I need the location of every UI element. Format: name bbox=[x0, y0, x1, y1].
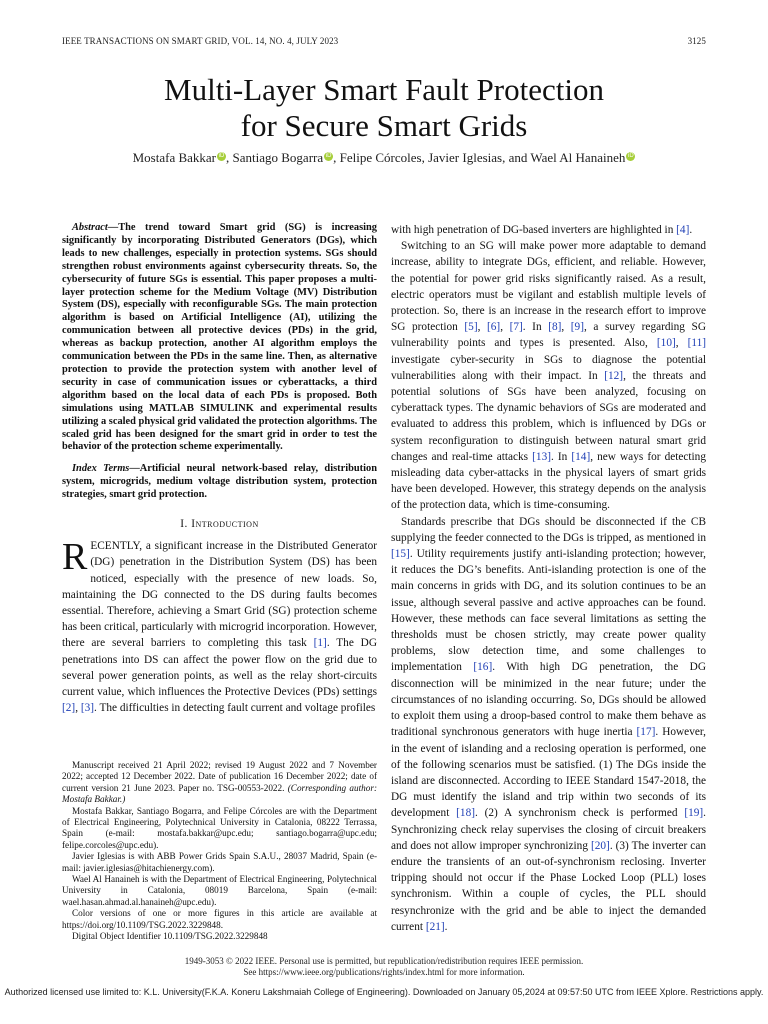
paragraph-text: . Synchronizing check relay supervises the closing of circuit breakers and does not allow improper synchronizing bbox=[391, 807, 706, 852]
section-number: I. bbox=[180, 518, 192, 531]
running-header-journal: IEEE TRANSACTIONS ON SMART GRID, VOL. 14, NO. 4, JULY 2023 bbox=[62, 36, 339, 46]
corresponding-author: (Corresponding author: Mostafa Bakkar.) bbox=[62, 782, 377, 805]
copyright-line-2: See https://www.ieee.org/publications/rights/index.html for more information. bbox=[243, 967, 525, 977]
citation-link[interactable]: [12] bbox=[604, 369, 624, 382]
citation-link[interactable]: [13] bbox=[532, 450, 551, 463]
footnote-affiliation-2: Javier Iglesias is with ABB Power Grids Spain S.A.U., 28037 Madrid, Spain (e-mail: javier.iglesias@hitachienergy.com). bbox=[62, 851, 377, 873]
author-list bbox=[0, 150, 768, 166]
author-bogarra: , Santiago Bogarra bbox=[226, 150, 324, 165]
citation-link[interactable]: [2] bbox=[62, 702, 76, 715]
title-line-1: Multi-Layer Smart Fault Protection bbox=[164, 72, 604, 107]
citation-link[interactable]: [17] bbox=[636, 726, 656, 739]
citation-link[interactable]: [4] bbox=[676, 224, 690, 236]
orcid-icon[interactable]: iD bbox=[218, 152, 225, 159]
abstract bbox=[62, 222, 377, 454]
orcid-icon[interactable]: iD bbox=[325, 152, 332, 159]
citation-link[interactable]: [10] bbox=[656, 337, 676, 350]
paragraph-text: . (2) A synchronism check is performed bbox=[475, 807, 685, 820]
citation-link[interactable]: [6] bbox=[487, 321, 501, 334]
paragraph-text: . However, in the event of islanding and a reclosing operation is performed, one of the following scenarios must be satisfied. (1) The DGs inside the island are disconnected. According to IEEE Standard 1547-2018, the DG must identify the island and trip within two seconds of its development bbox=[391, 726, 706, 820]
citation-link[interactable]: [3] bbox=[80, 702, 95, 715]
citation-link[interactable]: [18] bbox=[456, 807, 475, 820]
author-bakkar: Mostafa Bakkar bbox=[132, 150, 217, 165]
paragraph-text: . Utility requirements justify anti-islanding protection; however, it reduces the DG’s benefits. Anti-islanding protection is one of the main concerns in grids with DG, and its solution continues to be an issue, although several passive and active approaches can be found. However, these methods can face several limitations as setting the thresholds must be chosen strictly, may create power quality problems, slow detection time, and some challenges to implementation bbox=[391, 548, 706, 674]
citation-link[interactable]: [1] bbox=[313, 637, 327, 650]
paragraph-text: , new ways for detecting misleading data cyber-attacks in the physical layers of smart grids have been developed. However, this strategy depends on the analysis of the protection data, which is time-consuming. bbox=[391, 450, 706, 512]
intro-paragraph-1-cont: with high penetration of DG-based inverters are highlighted in [4]. bbox=[391, 224, 693, 236]
paper-title bbox=[0, 72, 768, 144]
citation-link[interactable]: [8] bbox=[548, 321, 562, 334]
citation-link[interactable]: [15] bbox=[391, 548, 410, 561]
paragraph-text: . The difficulties in detecting fault current and voltage profiles bbox=[94, 702, 376, 715]
right-column bbox=[391, 222, 706, 935]
citation-link[interactable]: [21] bbox=[425, 920, 445, 933]
paragraph-text: . (3) The inverter can endure the transients of an out-of-synchronism reclosing. Inverter tripping should not occur if the Phase Locked Loop (PLL) loses synchronism. Within a couple of cycles, the PLL should resynchronize with the grid and be able to inject the demanded current bbox=[391, 839, 706, 933]
section-title: Introduction bbox=[191, 518, 259, 531]
citation-link[interactable]: [9] bbox=[570, 321, 584, 334]
footnote-affiliation-1: Mostafa Bakkar, Santiago Bogarra, and Felipe Córcoles are with the Department of Electrical Engineering, Polytechnical University in Catalonia, 08222 Terrassa, Spain (e-mail: mostafa.bakkar@upc.edu; santiago.bogarra@upc.edu; felipe.corcoles@upc.edu). bbox=[62, 805, 377, 850]
paragraph-text: . The DG penetrations into DS can affect the power flow on the grid due to several power generation points, as well as the relay short-circuits current value, which influences the Protective Devices (PDs) settings bbox=[62, 637, 377, 699]
paragraph-text: investigate cyber-security in SGs to diagnose the potential vulnerabilities along with their impact. In bbox=[391, 353, 706, 382]
paragraph-text: . In bbox=[522, 321, 549, 334]
citation-link[interactable]: [14] bbox=[571, 450, 591, 463]
copyright-line-1: 1949-3053 © 2022 IEEE. Personal use is permitted, but republication/redistribution requires IEEE permission. bbox=[184, 956, 584, 966]
footnote-color-note: Color versions of one or more figures in this article are available at https://doi.org/10.1109/TSG.2022.3229848. bbox=[62, 908, 377, 930]
footnote-doi: Digital Object Identifier 10.1109/TSG.2022.3229848 bbox=[72, 931, 268, 942]
citation-link[interactable]: [7] bbox=[509, 321, 523, 334]
left-column bbox=[62, 222, 377, 716]
page-number: 3125 bbox=[687, 36, 706, 46]
paragraph-text: Switching to an SG will make power more adaptable to demand increase, ability to integrate DGs, efficient, and reliable. However, the potential for power grid risks significantly raised. As a result, electric operators must be vigilant and establish multiple levels of protection. So, there is an increase in the research effort to improve SG protection bbox=[391, 240, 706, 334]
paragraph-text: with high penetration of DG-based inverters are highlighted in bbox=[391, 224, 677, 236]
intro-paragraph-3: Standards prescribe that DGs should be disconnected if the CB supplying the feeder connected to the DGs is tripped, as mentioned in [15]. Utility requirements justify anti-islanding protection; however, it reduces the DG’s benefits. Anti-islanding protection is one of the main concerns in grids with DG, and its solution continues to be an issue, although several passive and active approaches can be found. However, these methods can face several limitations as setting the thresholds must be chosen strictly, may create power quality problems, slow detection time, and some challenges to implementation [16]. With high DG penetration, the DG disconnection will be minimized in the near future; under the circumstances of no islanding occurring. So, DGs should be allowed to exploit them using a droop-based control to make them behave as traditional synchronous generators with huge inertia [17]. However, in the event of islanding and a reclosing operation is performed, one of the following scenarios must be satisfied. (1) The DGs inside the island are disconnected. According to IEEE Standard 1547-2018, the DG must identify the island and trip within two seconds of its development [18]. (2) A synchronism check is performed [19]. Synchronizing check relay supervises the closing of circuit breakers and does not allow improper synchronizing [20]. (3) The inverter can endure the transients of an out-of-synchronism reclosing. Inverter tripping should not occur if the Phase Locked Loop (PLL) loses synchronism. Within a couple of cycles, the PLL should resynchronize with the grid and be able to inject the demanded current [21]. bbox=[391, 515, 707, 933]
footnote-block bbox=[62, 760, 377, 943]
footnote-text: Manuscript received 21 April 2022; revised 19 August 2022 and 7 November 2022; accepted 12 December 2022. Date of publication 16 December 2022; date of current version 21 June 2023. Paper no. TSG-00553-2022. bbox=[62, 760, 377, 793]
footnote-affiliation-3: Wael Al Hanaineh is with the Department of Electrical Engineering, Polytechnical University in Catalonia, 08019 Barcelona, Spain (e-mail: wael.hasan.ahmad.al.hanaineh@upc.edu). bbox=[62, 874, 377, 907]
paragraph-text: , the threats and potential solutions of SGs have been analyzed, focusing on cyberattack types. The dynamic behaviors of SGs are moderated and evaluated to address this problem, which is influenced by DGs or system reconfiguration to distinguish between natural smart grid changes and real-time attacks bbox=[391, 369, 706, 463]
section-heading-introduction bbox=[62, 516, 377, 532]
abstract-text: —The trend toward Smart grid (SG) is increasing significantly by incorporating Distributed Generators (DGs), which leads to new challenges, especially in protection systems. SGs should strengthen robust environments against cybersecurity threats. So, the cybersecurity of future SGs is essential. This paper proposes a multi-layer protection scheme for the Medium Voltage (MV) Distribution System (DS), especially with reconfigurable SGs. The main protection algorithm is based on Artificial Intelligence (AI), utilizing the communication between all protective devices (PDs) in the grid, whereas as backup protection, another AI algorithm employs the communication between the PDs in the same line. Then, as alternative protection to provide the protection system with another level of security in case of communication issues or cyberattacks, a third algorithm based on the local data of each PDs is proposed. Both simulations using MATLAB SIMULINK and experimental results utilizing a scaled physical grid validated the protection algorithms. The scaled grid has been designed for the smart grid in order to test the behavior of the protection scheme experimentally. bbox=[62, 222, 377, 453]
paragraph-text: , a survey regarding SG vulnerability points and types is presented. Also, bbox=[391, 321, 706, 350]
paragraph-text: . In bbox=[550, 450, 572, 463]
footnote-manuscript bbox=[62, 760, 377, 806]
paragraph-text: ECENTLY, a significant increase in the Distributed Generator (DG) penetration in the Distribution System (DS) has been noticed, especially with the presence of new loads. So, maintaining the DG connected to the DS during faults becomes essential. Therefore, achieving a Smart Grid (SG) protection scheme has been critical, particularly with microgrid incorporation. However, there are several barriers to completing this task bbox=[62, 540, 377, 650]
intro-paragraph-1: RECENTLY, a significant increase in the Distributed Generator (DG) penetration in the Distribution System (DS) has been noticed, especially with the presence of new loads. So, maintaining the DG connected to the DS during faults becomes essential. Therefore, achieving a Smart Grid (SG) protection scheme has been critical, particularly with microgrid incorporation. However, there are several barriers to completing this task [1]. The DG penetrations into DS can affect the power flow on the grid due to several power generation points, as well as the relay short-circuits current value, which influences the Protective Devices (PDs) settings [2], [3]. The difficulties in detecting fault current and voltage profiles bbox=[62, 536, 377, 715]
title-line-2: for Secure Smart Grids bbox=[240, 108, 528, 143]
citation-link[interactable]: [11] bbox=[687, 337, 706, 350]
citation-link[interactable]: [19] bbox=[684, 807, 704, 820]
index-terms bbox=[62, 463, 377, 502]
copyright-notice bbox=[0, 956, 768, 978]
orcid-icon[interactable]: iD bbox=[628, 152, 634, 159]
citation-link[interactable]: [5] bbox=[464, 321, 478, 334]
drop-cap: R bbox=[62, 536, 88, 579]
intro-paragraph-2: Switching to an SG will make power more adaptable to demand increase, ability to integrate DGs, efficient, and reliable. However, the potential for power grid risks significantly raised. As a result, electric operators must be vigilant and establish multiple levels of protection. So, there is an increase in the research effort to improve SG protection [5], [6], [7]. In [8], [9], a survey regarding SG vulnerability points and types is presented. Also, [10], [11] investigate cyber-security in SGs to diagnose the potential vulnerabilities along with their impact. In [12], the threats and potential solutions of SGs have been analyzed, focusing on cyberattack types. The dynamic behaviors of SGs are moderated and evaluated to address this problem, which is influenced by DGs or system reconfiguration to distinguish between natural smart grid changes and real-time attacks [13]. In [14], new ways for detecting misleading data cyber-attacks in the physical layers of smart grids have been developed. However, this strategy depends on the analysis of the protection data, which is time-consuming. bbox=[391, 240, 706, 512]
index-terms-label: Index Terms bbox=[72, 463, 130, 475]
license-banner: Authorized licensed use limited to: K.L. University(F.K.A. Koneru Lakshmaiah College of Engineering). Downloaded on January 05,2024 at 09:57:50 UTC from IEEE Xplore. Restrictions apply. bbox=[4, 987, 764, 997]
abstract-label: Abstract bbox=[72, 222, 108, 233]
citation-link[interactable]: [16] bbox=[473, 661, 493, 674]
citation-link[interactable]: [20] bbox=[590, 839, 610, 852]
paragraph-text: Standards prescribe that DGs should be disconnected if the CB supplying the feeder connected to the DGs is tripped, as mentioned in bbox=[391, 515, 706, 544]
index-terms-text: —Artificial neural network-based relay, distribution system, microgrids, medium voltage distribution system, protection strategies, smart grid protection. bbox=[62, 463, 377, 501]
paragraph-text: . With high DG penetration, the DG disconnection will be minimized in the near future; under the circumstances of no islanding occurring. So, DGs should be allowed to exploit them using a droop-based control to make them behave as traditional synchronous generators with huge inertia bbox=[391, 661, 707, 739]
authors-rest: , Felipe Córcoles, Javier Iglesias, and Wael Al Hanaineh bbox=[333, 150, 626, 165]
